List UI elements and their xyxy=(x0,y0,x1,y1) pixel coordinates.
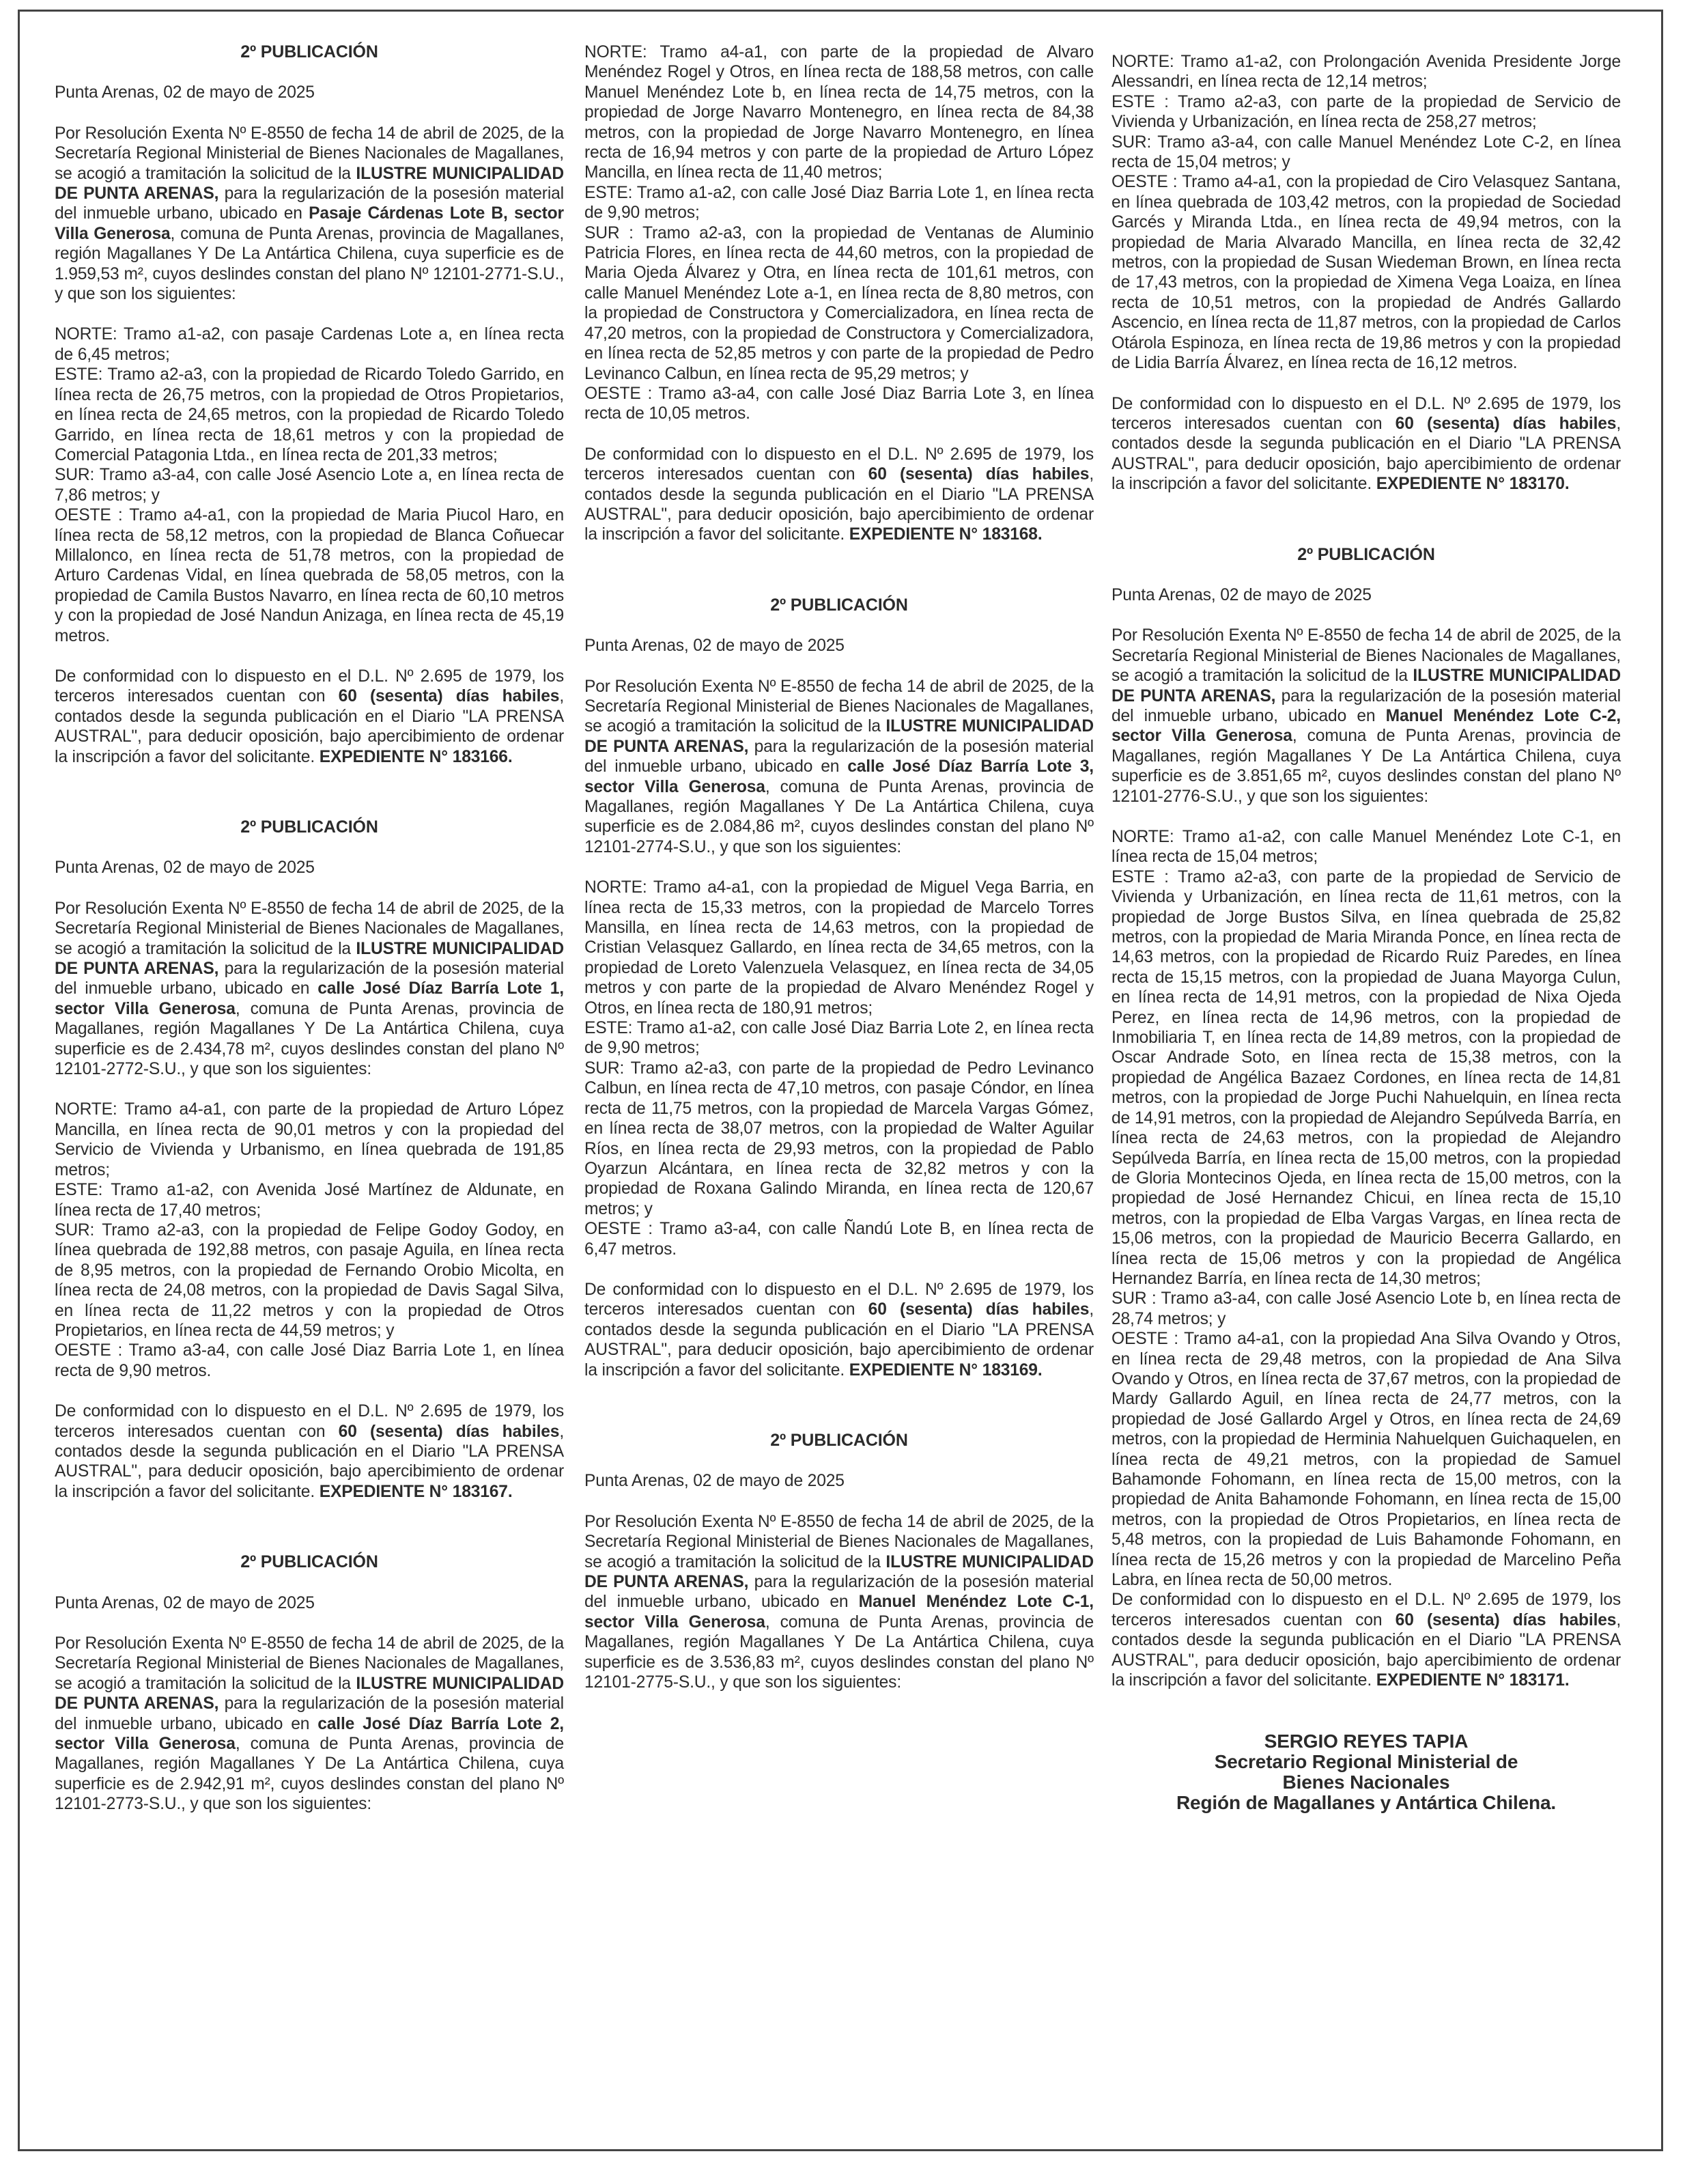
boundary-oeste: OESTE : Tramo a3-a4, con calle José Diaz Barria Lote 3, en línea recta de 10,05 metros. xyxy=(584,384,1094,423)
notice-183167 xyxy=(55,817,564,1502)
notice-heading: 2º PUBLICACIÓN xyxy=(240,817,378,837)
notice-intro: Por Resolución Exenta Nº E-8550 de fecha 14 de abril de 2025, de la Secretaría Regional Ministerial de Bienes Nacionales de Magallanes, se acogió a tramitación la solicitud de la ILUSTRE MUNICIPALIDAD DE PUNTA ARENAS, para la regularización de la posesión material del inmueble urbano, ubicado en calle José Díaz Barría Lote 2, sector Villa Generosa, comuna de Punta Arenas, provincia de Magallanes, región Magallanes Y De La Antártica Chilena, cuya superficie es de 2.942,91 m², cuyos deslindes constan del plano Nº 12101-2773-S.U., y que son los siguientes: xyxy=(55,1634,564,1814)
boundary-norte: NORTE: Tramo a1-a2, con pasaje Cardenas Lote a, en línea recta de 6,45 metros; xyxy=(55,325,564,364)
boundary-este: ESTE : Tramo a2-a3, con parte de la propiedad de Servicio de Vivienda y Urbanización, en línea recta de 11,61 metros, con la propiedad de Jorge Bustos Silva, en línea quebrada de 25,82 metros, con la propiedad de Maria Miranda Ponce, en línea recta de 14,63 metros, con la propiedad de Ricardo Ruiz Paredes, en línea recta de 15,15 metros, con la propiedad de Juana Mayorga Culun, en línea recta de 14,91 metros, con la propiedad de Nixa Ojeda Perez, en línea recta de 14,96 metros, con la propiedad de Inmobiliaria T, en línea recta de 14,89 metros, con la propiedad de Oscar Andrade Soto, en línea recta de 15,38 metros, con la propiedad de Angélica Bazaez Cordones, en línea recta de 14,81 metros, con la propiedad de Jorge Puchi Nahuelquin, en línea recta de 14,91 metros, con la propiedad de Alejandro Sepúlveda Barría, en línea recta de 24,63 metros, con la propiedad de Alejandro Sepúlveda Barría, en línea recta de 15,00 metros, con la propiedad de Gloria Montecinos Ojeda, en línea recta de 15,00 metros, con la propiedad de José Hernandez Chicui, en línea recta de 15,10 metros, con la propiedad de Elba Vargas Vargas, en línea recta de 15,06 metros, con la propiedad de Mauricio Becerra Gallardo, en línea recta de 15,06 metros y con la propiedad de Angélica Hernandez Barría, en línea recta de 14,30 metros; xyxy=(1111,867,1621,1288)
notice-183166 xyxy=(55,42,564,767)
notice-heading: 2º PUBLICACIÓN xyxy=(770,1430,908,1450)
boundary-este: ESTE: Tramo a1-a2, con Avenida José Martínez de Aldunate, en línea recta de 17,40 metros; xyxy=(55,1181,564,1220)
boundary-norte: NORTE: Tramo a1-a2, con calle Manuel Menéndez Lote C-1, en línea recta de 15,04 metros; xyxy=(1111,828,1621,867)
notice-intro: Por Resolución Exenta Nº E-8550 de fecha 14 de abril de 2025, de la Secretaría Regional Ministerial de Bienes Nacionales de Magallanes, se acogió a tramitación la solicitud de la ILUSTRE MUNICIPALIDAD DE PUNTA ARENAS, para la regularización de la posesión material del inmueble urbano, ubicado en Manuel Menéndez Lote C-2, sector Villa Generosa, comuna de Punta Arenas, provincia de Magallanes, región Magallanes Y De La Antártica Chilena, cuya superficie es de 3.851,65 m², cuyos deslindes constan del plano Nº 12101-2776-S.U., y que son los siguientes: xyxy=(1111,626,1621,806)
boundary-sur: SUR : Tramo a2-a3, con la propiedad de Ventanas de Aluminio Patricia Flores, en línea recta de 44,60 metros, con la propiedad de Maria Ojeda Álvarez y Otra, en línea recta de 101,61 metros, con calle Manuel Menéndez Lote a-1, en línea recta de 8,80 metros, con la propiedad de Constructora y Comercializadora, en línea recta de 47,20 metros, con la propiedad de Constructora y Comercializadora, en línea recta de 52,85 metros y con parte de la propiedad de Pedro Levinanco Calbun, en línea recta de 95,29 metros; y xyxy=(584,223,1094,383)
boundary-norte: NORTE: Tramo a4-a1, con parte de la propiedad de Arturo López Mancilla, en línea recta de 90,01 metros y con la propiedad del Servicio de Vivienda y Urbanismo, en línea quebrada de 191,85 metros; xyxy=(55,1100,564,1179)
column-3 xyxy=(1111,52,1621,1813)
notice-intro: Por Resolución Exenta Nº E-8550 de fecha 14 de abril de 2025, de la Secretaría Regional Ministerial de Bienes Nacionales de Magallanes, se acogió a tramitación la solicitud de la ILUSTRE MUNICIPALIDAD DE PUNTA ARENAS, para la regularización de la posesión material del inmueble urbano, ubicado en calle José Díaz Barría Lote 1, sector Villa Generosa, comuna de Punta Arenas, provincia de Magallanes, región Magallanes Y De La Antártica Chilena, cuya superficie es de 2.434,78 m², cuyos deslindes constan del plano Nº 12101-2772-S.U., y que son los siguientes: xyxy=(55,899,564,1079)
signatory-title: Bienes Nacionales xyxy=(1282,1772,1450,1793)
notice-closing: De conformidad con lo dispuesto en el D.L. Nº 2.695 de 1979, los terceros interesados cuentan con 60 (sesenta) días habiles, contados desde la segunda publicación en el Diario "LA PRENSA AUSTRAL", para deducir oposición, bajo apercibimiento de ordenar la inscripción a favor del solicitante. EXPEDIENTE N° 183166. xyxy=(55,667,564,766)
boundary-sur: SUR: Tramo a3-a4, con calle Manuel Menéndez Lote C-2, en línea recta de 15,04 metros; y xyxy=(1111,132,1621,172)
notice-183168-cont xyxy=(584,42,1094,545)
boundary-oeste: OESTE : Tramo a3-a4, con calle Ñandú Lote B, en línea recta de 6,47 metros. xyxy=(584,1220,1094,1259)
notice-183171 xyxy=(1111,545,1621,1691)
column-1 xyxy=(55,42,564,1865)
notice-heading: 2º PUBLICACIÓN xyxy=(240,1552,378,1572)
notice-183169 xyxy=(584,596,1094,1380)
notice-heading: 2º PUBLICACIÓN xyxy=(240,42,378,61)
boundary-este: ESTE: Tramo a2-a3, con la propiedad de Ricardo Toledo Garrido, en línea recta de 26,75 metros, con la propiedad de Otros Propietarios, en línea recta de 24,65 metros, con la propiedad de Ricardo Toledo Garrido, en línea recta de 18,61 metros y con la propiedad de Comercial Patagonia Ltda., en línea recta de 201,33 metros; xyxy=(55,365,564,464)
boundary-sur: SUR: Tramo a2-a3, con la propiedad de Felipe Godoy Godoy, en línea quebrada de 192,88 metros, con pasaje Aguila, en línea recta de 8,95 metros, con la propiedad de Fernando Orobio Micolta, en línea recta de 24,08 metros, con la propiedad de Davis Sagal Silva, en línea recta de 11,22 metros y con la propiedad de Otros Propietarios, en línea recta de 44,59 metros; y xyxy=(55,1220,564,1340)
notice-intro: Por Resolución Exenta Nº E-8550 de fecha 14 de abril de 2025, de la Secretaría Regional Ministerial de Bienes Nacionales de Magallanes, se acogió a tramitación la solicitud de la ILUSTRE MUNICIPALIDAD DE PUNTA ARENAS, para la regularización de la posesión material del inmueble urbano, ubicado en Manuel Menéndez Lote C-1, sector Villa Generosa, comuna de Punta Arenas, provincia de Magallanes, región Magallanes Y De La Antártica Chilena, cuya superficie es de 3.536,83 m², cuyos deslindes constan del plano Nº 12101-2775-S.U., y que son los siguientes: xyxy=(584,1512,1094,1692)
signature-block xyxy=(1111,1731,1621,1813)
notice-dateline: Punta Arenas, 02 de mayo de 2025 xyxy=(584,636,845,656)
notice-dateline: Punta Arenas, 02 de mayo de 2025 xyxy=(55,83,315,102)
notice-183168-start xyxy=(55,1552,564,1814)
boundary-este: ESTE : Tramo a2-a3, con parte de la propiedad de Servicio de Vivienda y Urbanización, en línea recta de 258,27 metros; xyxy=(1111,92,1621,132)
boundary-sur: SUR: Tramo a2-a3, con parte de la propiedad de Pedro Levinanco Calbun, en línea recta de 47,10 metros, con pasaje Cóndor, en línea recta de 11,75 metros, con la propiedad de Marcela Vargas Gómez, en línea recta de 38,07 metros, con la propiedad de Walter Aguilar Ríos, en línea recta de 29,93 metros, con la propiedad de Pablo Oyarzun Alcántara, en línea recta de 32,82 metros y con la propiedad de Roxana Galindo Miranda, en línea recta de 120,67 metros; y xyxy=(584,1059,1094,1218)
notice-dateline: Punta Arenas, 02 de mayo de 2025 xyxy=(55,1593,315,1612)
boundary-oeste: OESTE : Tramo a4-a1, con la propiedad de Maria Piucol Haro, en línea recta de 58,12 metros, con la propiedad de Blanca Coñuecar Millalonco, en línea recta de 51,78 metros, con la propiedad de Arturo Cardenas Vidal, en línea quebrada de 58,05 metros, con la propiedad de Camila Bustos Navarro, en línea recta de 60,10 metros y con la propiedad de José Nandun Anizaga, en línea recta de 45,19 metros. xyxy=(55,506,564,645)
boundary-sur: SUR : Tramo a3-a4, con calle José Asencio Lote b, en línea recta de 28,74 metros; y xyxy=(1111,1289,1621,1328)
notice-closing: De conformidad con lo dispuesto en el D.L. Nº 2.695 de 1979, los terceros interesados cuentan con 60 (sesenta) días habiles, contados desde la segunda publicación en el Diario "LA PRENSA AUSTRAL", para deducir oposición, bajo apercibimiento de ordenar la inscripción a favor del solicitante. EXPEDIENTE N° 183167. xyxy=(55,1402,564,1501)
notice-closing: De conformidad con lo dispuesto en el D.L. Nº 2.695 de 1979, los terceros interesados cuentan con 60 (sesenta) días habiles, contados desde la segunda publicación en el Diario "LA PRENSA AUSTRAL", para deducir oposición, bajo apercibimiento de ordenar la inscripción a favor del solicitante. EXPEDIENTE N° 183170. xyxy=(1111,394,1621,494)
boundary-norte: NORTE: Tramo a4-a1, con la propiedad de Miguel Vega Barria, en línea recta de 15,33 metros, con la propiedad de Marcelo Torres Mansilla, en línea recta de 14,63 metros, con la propiedad de Cristian Velasquez Gallardo, en línea recta de 34,65 metros, con la propiedad de Loreto Valenzuela Velasquez, en línea recta de 34,05 metros y con parte de la propiedad de Alvaro Menéndez Rogel y Otros, en línea recta de 180,91 metros; xyxy=(584,878,1094,1018)
notice-heading: 2º PUBLICACIÓN xyxy=(1297,544,1435,564)
notice-dateline: Punta Arenas, 02 de mayo de 2025 xyxy=(55,858,315,878)
boundary-norte: NORTE: Tramo a4-a1, con parte de la propiedad de Alvaro Menéndez Rogel y Otros, en línea recta de 188,58 metros, con calle Manuel Menéndez Lote b, en línea recta de 14,75 metros, con la propiedad de Jorge Navarro Montenegro, en línea recta de 84,38 metros, con la propiedad de Jorge Navarro Montenegro, en línea recta de 16,94 metros y con parte de la propiedad de Arturo López Mancilla, en línea recta de 11,40 metros; xyxy=(584,43,1094,182)
notice-closing: De conformidad con lo dispuesto en el D.L. Nº 2.695 de 1979, los terceros interesados cuentan con 60 (sesenta) días habiles, contados desde la segunda publicación en el Diario "LA PRENSA AUSTRAL", para deducir oposición, bajo apercibimiento de ordenar la inscripción a favor del solicitante. EXPEDIENTE N° 183169. xyxy=(584,1280,1094,1380)
boundary-este: ESTE: Tramo a1-a2, con calle José Diaz Barria Lote 2, en línea recta de 9,90 metros; xyxy=(584,1019,1094,1058)
notice-dateline: Punta Arenas, 02 de mayo de 2025 xyxy=(584,1472,845,1491)
notice-dateline: Punta Arenas, 02 de mayo de 2025 xyxy=(1111,585,1372,604)
notice-183170-cont xyxy=(1111,52,1621,494)
signatory-title: Secretario Regional Ministerial de xyxy=(1214,1751,1518,1773)
boundary-sur: SUR: Tramo a3-a4, con calle José Asencio Lote a, en línea recta de 7,86 metros; y xyxy=(55,466,564,505)
boundary-oeste: OESTE : Tramo a3-a4, con calle José Diaz Barria Lote 1, en línea recta de 9,90 metros. xyxy=(55,1341,564,1380)
boundary-oeste: OESTE : Tramo a4-a1, con la propiedad de Ciro Velasquez Santana, en línea quebrada de 103,42 metros, con la propiedad de Sociedad Garcés y Miranda Ltda., en línea recta de 49,94 metros, con la propiedad de Maria Alvarado Mancilla, en línea recta de 32,42 metros, con la propiedad de Susan Wiedeman Brown, en línea recta de 17,43 metros, con la propiedad de Ximena Vega Loaiza, en línea recta de 10,51 metros, con la propiedad de Andrés Gallardo Ascencio, en línea recta de 11,87 metros, con la propiedad de Carlos Otárola Espinoza, en línea recta de 19,86 metros y con la propiedad de Lidia Barría Álvarez, en línea recta de 16,12 metros. xyxy=(1111,173,1621,373)
notice-183170-start xyxy=(584,1431,1094,1692)
notice-intro: Por Resolución Exenta Nº E-8550 de fecha 14 de abril de 2025, de la Secretaría Regional Ministerial de Bienes Nacionales de Magallanes, se acogió a tramitación la solicitud de la ILUSTRE MUNICIPALIDAD DE PUNTA ARENAS, para la regularización de la posesión material del inmueble urbano, ubicado en Pasaje Cárdenas Lote B, sector Villa Generosa, comuna de Punta Arenas, provincia de Magallanes, región Magallanes Y De La Antártica Chilena, cuya superficie es de 1.959,53 m², cuyos deslindes constan del plano Nº 12101-2771-S.U., y que son los siguientes: xyxy=(55,124,565,304)
signatory-name: SERGIO REYES TAPIA xyxy=(1264,1731,1469,1752)
notice-closing: De conformidad con lo dispuesto en el D.L. Nº 2.695 de 1979, los terceros interesados cuentan con 60 (sesenta) días habiles, contados desde la segunda publicación en el Diario "LA PRENSA AUSTRAL", para deducir oposición, bajo apercibimiento de ordenar la inscripción a favor del solicitante. EXPEDIENTE N° 183171. xyxy=(1111,1591,1621,1690)
boundary-norte: NORTE: Tramo a1-a2, con Prolongación Avenida Presidente Jorge Alessandri, en línea recta de 12,14 metros; xyxy=(1111,53,1621,92)
boundary-este: ESTE: Tramo a1-a2, con calle José Diaz Barria Lote 1, en línea recta de 9,90 metros; xyxy=(584,183,1094,223)
notice-heading: 2º PUBLICACIÓN xyxy=(770,595,908,615)
boundary-oeste: OESTE : Tramo a4-a1, con la propiedad Ana Silva Ovando y Otros, en línea recta de 29,48 metros, con la propiedad de Ana Silva Ovando y Otros, en línea recta de 37,67 metros, con la propiedad de Mardy Gallardo Aguil, en línea recta de 24,77 metros, con la propiedad de José Gallardo Argel y Otros, en línea recta de 24,69 metros, con la propiedad de Herminia Nahuelquen Guichaquelen, en línea recta de 49,21 metros, con la propiedad de Samuel Bahamonde Fohomann, en línea recta de 15,00 metros, con la propiedad de Anita Bahamonde Fohomann, en línea recta de 15,00 metros, con la propiedad de Otros Propietarios, en línea recta de 5,48 metros, con la propiedad de Luis Bahamonde Fohomann, en línea recta de 15,26 metros y con la propiedad de Marcelino Peña Labra, en línea recta de 50,00 metros. xyxy=(1111,1330,1621,1590)
signatory-region: Región de Magallanes y Antártica Chilena. xyxy=(1176,1792,1557,1814)
notice-intro: Por Resolución Exenta Nº E-8550 de fecha 14 de abril de 2025, de la Secretaría Regional Ministerial de Bienes Nacionales de Magallanes, se acogió a tramitación la solicitud de la ILUSTRE MUNICIPALIDAD DE PUNTA ARENAS, para la regularización de la posesión material del inmueble urbano, ubicado en calle José Díaz Barría Lote 3, sector Villa Generosa, comuna de Punta Arenas, provincia de Magallanes, región Magallanes Y De La Antártica Chilena, cuya superficie es de 2.084,86 m², cuyos deslindes constan del plano Nº 12101-2774-S.U., y que son los siguientes: xyxy=(584,677,1094,856)
notice-closing: De conformidad con lo dispuesto en el D.L. Nº 2.695 de 1979, los terceros interesados cuentan con 60 (sesenta) días habiles, contados desde la segunda publicación en el Diario "LA PRENSA AUSTRAL", para deducir oposición, bajo apercibimiento de ordenar la inscripción a favor del solicitante. EXPEDIENTE N° 183168. xyxy=(584,445,1094,544)
column-2 xyxy=(584,42,1094,1743)
